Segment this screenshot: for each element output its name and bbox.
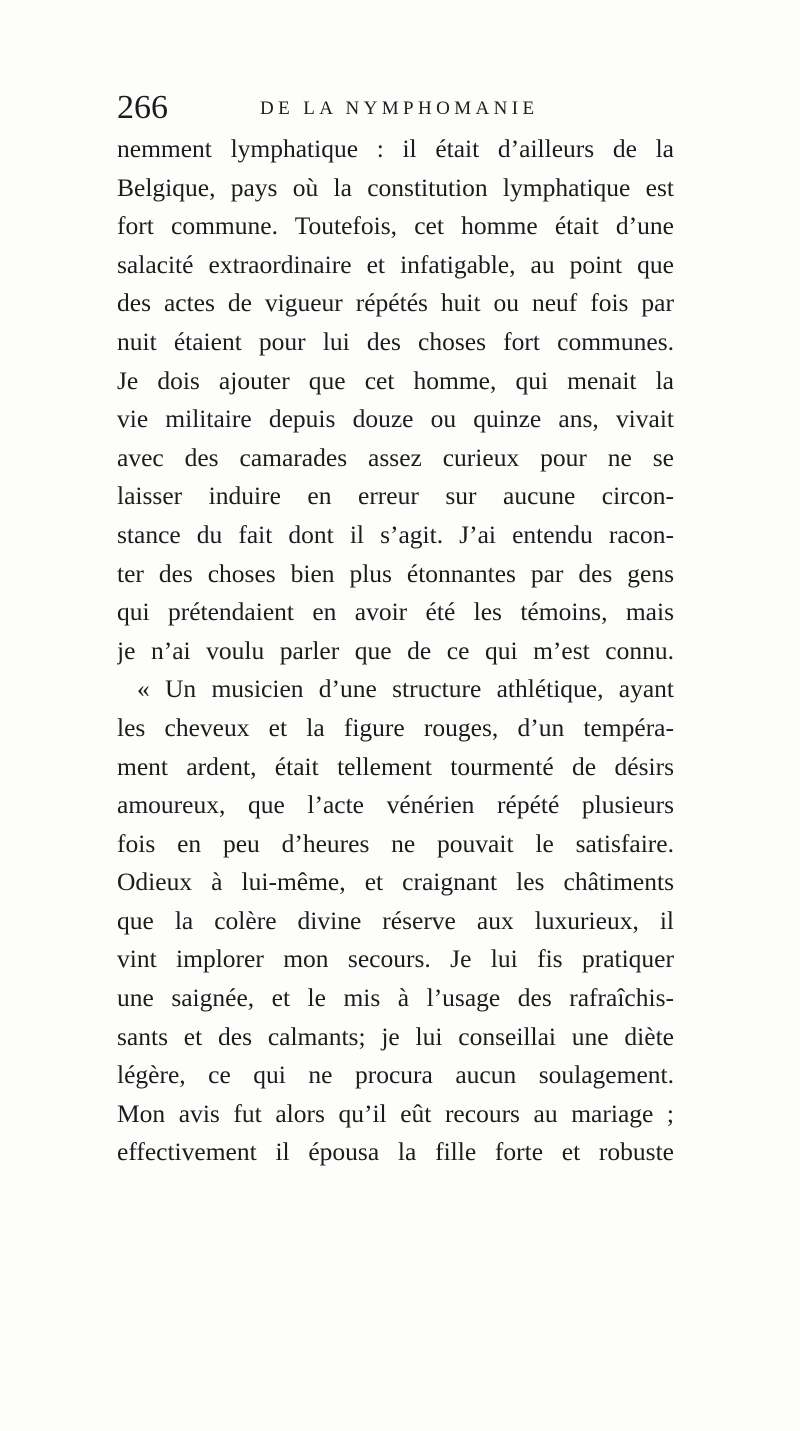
body-text <box>117 130 674 1172</box>
text-line: Je dois ajouter que cet homme, qui menait la <box>117 365 674 395</box>
text-line: légère, ce qui ne procura aucun soulagement. <box>117 1060 674 1090</box>
text-line: avec des camarades assez curieux pour ne se <box>117 442 674 472</box>
running-title: DE LA NYMPHOMANIE <box>260 98 539 119</box>
text-line: stance du fait dont il s’agit. J’ai entendu racon- <box>117 519 674 549</box>
text-line: Mon avis fut alors qu’il eût recours au mariage ; <box>117 1098 674 1128</box>
text-line: laisser induire en erreur sur aucune circon- <box>117 481 674 511</box>
text-line: des actes de vigueur répétés huit ou neuf fois par <box>117 288 674 318</box>
text-line: une saignée, et le mis à l’usage des rafraîchis- <box>117 983 674 1013</box>
text-line: que la colère divine réserve aux luxurieux, il <box>117 905 674 935</box>
page-number: 266 <box>117 89 168 126</box>
text-line: vie militaire depuis douze ou quinze ans, vivait <box>117 404 674 434</box>
text-line: nuit étaient pour lui des choses fort communes. <box>117 326 674 356</box>
text-line: fois en peu d’heures ne pouvait le satisfaire. <box>117 828 674 858</box>
text-line: je n’ai voulu parler que de ce qui m’est connu. <box>117 635 674 665</box>
text-line: effectivement il épousa la fille forte et robuste <box>117 1137 674 1167</box>
text-line: fort commune. Toutefois, cet homme était d’une <box>117 211 674 241</box>
text-line: salacité extraordinaire et infatigable, au point que <box>117 249 674 279</box>
text-line: sants et des calmants; je lui conseillai une diète <box>117 1021 674 1051</box>
text-line: vint implorer mon secours. Je lui fis pratiquer <box>117 944 674 974</box>
running-head <box>117 88 677 128</box>
text-line: ter des choses bien plus étonnantes par des gens <box>117 558 674 588</box>
text-line: amoureux, que l’acte vénérien répété plusieurs <box>117 790 674 820</box>
text-line: nemment lymphatique : il était d’ailleurs de la <box>117 134 674 163</box>
text-line: Belgique, pays où la constitution lymphatique est <box>117 172 674 202</box>
text-line: ment ardent, était tellement tourmenté de désirs <box>117 751 674 781</box>
text-line: « Un musicien d’une structure athlétique, ayant <box>137 674 674 704</box>
text-line: les cheveux et la figure rouges, d’un tempéra- <box>117 712 674 742</box>
text-line: Odieux à lui-même, et craignant les châtiments <box>117 867 674 897</box>
text-line: qui prétendaient en avoir été les témoins, mais <box>117 597 674 627</box>
